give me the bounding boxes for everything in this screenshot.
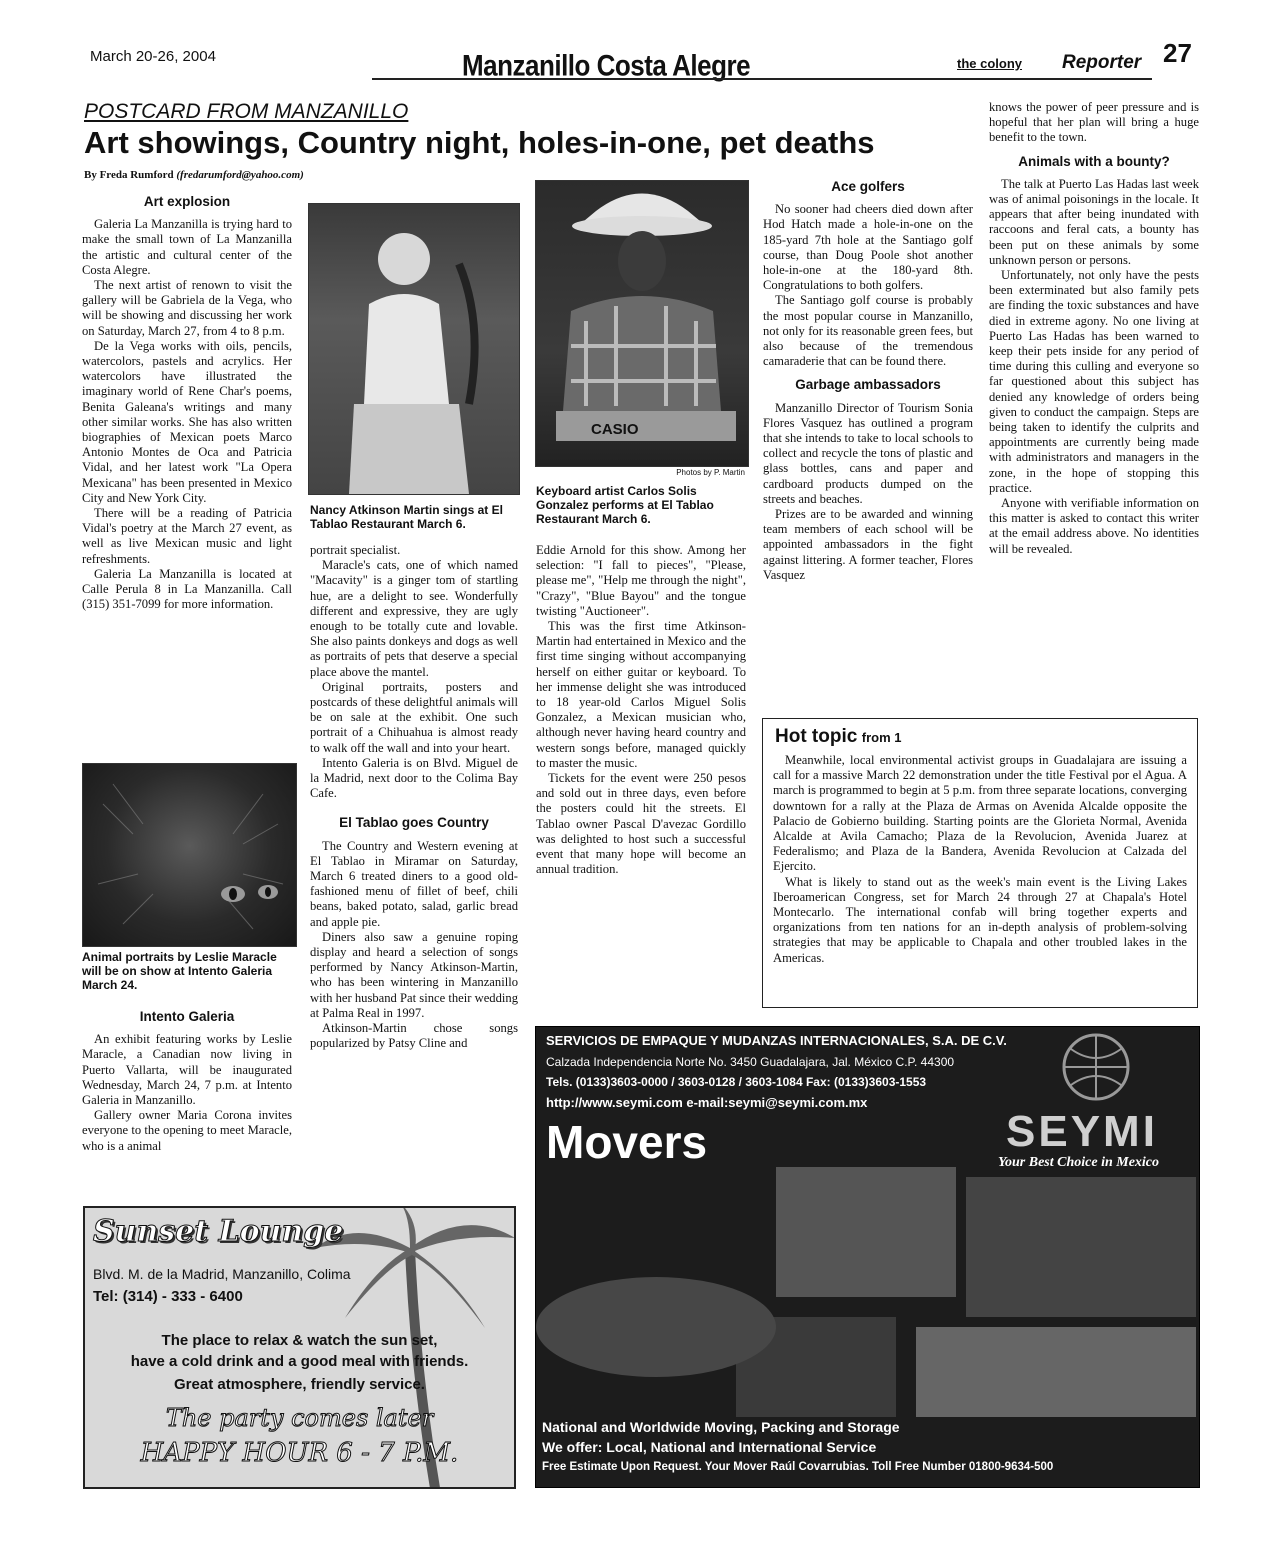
paragraph: What is likely to stand out as the week's main event is the Living Lakes Iberoamerican Congress, set for March 24 through 27 at Chapala's Hotel Montecarlo. The international confab will bring together experts and organizations from ten nations for an in-depth analysis of problem-solving strategies that may be applicable to Chapala and other troubled lakes in the Americas. [773, 874, 1187, 965]
column-2 [310, 543, 518, 1052]
paragraph: Diners also saw a genuine roping display and heard a selection of songs performed by Nancy Atkinson-Martin, who has been wintering in Manzanillo with her husband Pat since their wedding at Palma Real in 1997. [310, 929, 518, 1020]
column-1-top [82, 190, 292, 612]
seymi-movers-ad [535, 1026, 1200, 1488]
paragraph: knows the power of peer pressure and is hopeful that her plan will bring a huge benefit to the town. [989, 100, 1199, 145]
issue-date: March 20-26, 2004 [90, 48, 216, 65]
photo-caption-singer: Nancy Atkinson Martin sings at El Tablao Restaurant March 6. [310, 503, 503, 531]
photo-caption-keyboardist: Keyboard artist Carlos Solis Gonzalez performs at El Tablao Restaurant March 6. [536, 484, 714, 526]
paragraph: The next artist of renown to visit the gallery will be Gabriela de la Vega, who will be showing and discussing her work on Saturday, March 27, from 4 to 8 p.m. [82, 278, 292, 338]
seymi-footer-2: We offer: Local, National and International Service [542, 1439, 877, 1455]
subhead-garbage-ambassadors: Garbage ambassadors [795, 377, 941, 393]
paper-small-name: the colony [957, 56, 1023, 71]
paragraph: Intento Galeria is on Blvd. Miguel de la Madrid, next door to the Colima Bay Cafe. [310, 755, 518, 801]
sunset-lounge-ad [83, 1206, 516, 1489]
keyboardist-illustration [536, 181, 748, 466]
subhead-art-explosion: Art explosion [143, 194, 231, 209]
byline [84, 169, 304, 181]
column-1-bottom [82, 1005, 292, 1154]
paragraph: This was the first time Atkinson- Martin had entertained in Mexico and the first time singing without accompanying herself on either guitar or keyboard. To her immense delight she was introduced to 18 year-old Carlos Miguel Solis Gonzalez, a Mexican musician who, although never having heard country and western songs before, managed quickly to master the music. [536, 619, 746, 770]
paragraph: Gallery owner Maria Corona invites everyone to the opening to meet Maracle, who is a animal [82, 1108, 292, 1153]
sunset-lounge-address: Blvd. M. de la Madrid, Manzanillo, Colima [93, 1266, 351, 1282]
section-title: Manzanillo Costa Alegre [462, 47, 751, 83]
paragraph: Anyone with verifiable information on this matter is asked to contact this writer at the email address above. No identities will be revealed. [989, 496, 1199, 556]
paragraph: Meanwhile, local environmental activist groups in Guadalajara are issuing a call for a massive March 22 demonstration under the title Festival por el Agua. A march is programmed to begin at 5 p.m. from three separate locations, converging downtown for a rally at the Plaza de Armas on Avenida Alcalde opposite the Palacio de Gobierno building. Starting points are the Glorieta Normal, Avenida Alcalde at Avila Camacho; Plaza de la Revolucion, Avenida Juarez at Federalismo; and Plaza de la Bandera, Avenida Revolucion at Calzada del Ejercito. [773, 753, 1187, 874]
seymi-brand: SEYMI [1006, 1107, 1158, 1156]
singer-photo [308, 203, 520, 495]
paragraph: Galeria La Manzanilla is trying hard to make the small town of La Manzanilla the artistic and cultural center of the Costa Alegre. [82, 217, 292, 277]
seymi-slogan: Your Best Choice in Mexico [998, 1155, 1160, 1170]
paragraph: Eddie Arnold for this show. Among her selection: "I fall to pieces", "Please, please me", "Help me through the night", "Crazy", "Blue Bayou" and the tongue twisting "Auctioneer". [536, 543, 746, 618]
byline-email: (fredarumford@yahoo.com) [176, 169, 304, 181]
subhead-intento-galeria: Intento Galeria [139, 1009, 235, 1024]
seymi-company-name: SERVICIOS DE EMPAQUE Y MUDANZAS INTERNACIONALES, S.A. DE C.V. [546, 1033, 1007, 1048]
paragraph: An exhibit featuring works by Leslie Maracle, a Canadian now living in Puerto Vallarta, will be inaugurated Wednesday, March 24, 7 p.m. at Intento Galeria in Manzanillo. [82, 1032, 292, 1108]
sunset-lounge-tagline-1: The place to relax & watch the sun set, [161, 1332, 438, 1349]
seymi-web-email: http://www.seymi.com e-mail:seymi@seymi.com.mx [546, 1095, 868, 1110]
keyboard-brand-label: CASIO [591, 421, 639, 438]
paragraph: Unfortunately, not only have the pests been exterminated but also family pets are finding the toxic substances and have died in extreme agony. No one living at Puerto Las Hadas has been warned to keep their pets inside for any period of time during this culling and everyone so far questioned about this subject has denied any knowledge of orders being given to conduct the campaign. Steps are being taken to identify the culprits and appointments are currently being made with administrators and managers in the zone, in the hope of stopping this practice. [989, 268, 1199, 495]
paragraph: Atkinson-Martin chose songs popularized by Patsy Cline and [310, 1021, 518, 1051]
paragraph: Manzanillo Director of Tourism Sonia Flores Vasquez has outlined a program that she intends to take to local schools to collect and recycle the tons of plastic and glass bottles, cans and paper and cardboard products dumped on the streets and beaches. [763, 400, 973, 506]
subhead-el-tablao: El Tablao goes Country [339, 815, 489, 831]
singer-illustration [309, 204, 519, 494]
sunset-lounge-happy-hour: HAPPY HOUR 6 - 7 P.M. [140, 1438, 459, 1468]
page-number: 27 [1163, 38, 1192, 68]
hot-topic-heading [775, 726, 902, 748]
paper-name: Reporter [1062, 52, 1142, 73]
paragraph: Galeria La Manzanilla is located at Calle Perula 8 in La Manzanilla. Call (315) 351-7099 for more information. [82, 566, 292, 612]
keyboardist-photo [535, 180, 749, 467]
sunset-lounge-tagline-2: have a cold drink and a good meal with friends. [130, 1353, 469, 1370]
cat-portrait-photo [82, 763, 297, 947]
hot-topic-title: Hot topic [775, 726, 858, 747]
paragraph: The Santiago golf course is probably the most popular course in Manzanillo, not only for its reasonable green fees, but also because of the tremendous camaraderie that can be found there. [763, 293, 973, 369]
hot-topic-body [773, 753, 1187, 966]
subhead-animals-bounty: Animals with a bounty? [1018, 153, 1170, 169]
hot-topic-box [762, 718, 1198, 1008]
byline-name: By Freda Rumford [84, 169, 174, 181]
sunset-lounge-phone: Tel: (314) - 333 - 6400 [93, 1288, 243, 1305]
paragraph: De la Vega works with oils, pencils, watercolors, pastels and acrylics. Her watercolors have illustrated the imaginary world of Rene Char's poems, Benita Galeana's writings and many other similar works. She has also written biographies of Mexican poets Marco Antonio Montes de Oca and Patricia Vidal, and her latest work "La Opera Mexicana" has been presented in Mexico City and New York City. [82, 338, 292, 505]
paragraph: The talk at Puerto Las Hadas last week was of animal poisonings in the locale. It appears that after being inundated with raccoons and feral cats, a bounty has been put on these animals by some unknown person or persons. [989, 176, 1199, 267]
column-4 [763, 175, 973, 583]
seymi-address: Calzada Independencia Norte No. 3450 Guadalajara, Jal. México C.P. 44300 [546, 1055, 955, 1069]
cat-portrait-illustration [83, 764, 296, 946]
paragraph: Prizes are to be awarded and winning team members of each school will be appointed ambassadors in the fight against littering. A former teacher, Flores Vasquez [763, 507, 973, 582]
paragraph: portrait specialist. [310, 543, 401, 557]
headline: Art showings, Country night, holes-in-one, pet deaths [84, 125, 875, 160]
seymi-phones: Tels. (0133)3603-0000 / 3603-0128 / 3603-1084 Fax: (0133)3603-1553 [546, 1075, 927, 1089]
seymi-footer-3: Free Estimate Upon Request. Your Mover Raúl Covarrubias. Toll Free Number 01800-9634-500 [542, 1461, 1054, 1473]
kicker: POSTCARD FROM MANZANILLO [84, 100, 409, 123]
column-5 [989, 100, 1199, 557]
paragraph: There will be a reading of Patricia Vidal's poetry at the March 27 event, as well as live Mexican music and light refreshments. [82, 506, 292, 566]
subhead-ace-golfers: Ace golfers [831, 179, 905, 194]
sunset-lounge-party: The party comes later [165, 1404, 434, 1432]
header-rule [372, 78, 1152, 80]
photo-credit: Photos by P. Martin [676, 468, 745, 477]
seymi-footer-1: National and Worldwide Moving, Packing and Storage [542, 1419, 900, 1435]
column-3 [536, 543, 746, 877]
seymi-movers-title: Movers [546, 1116, 708, 1168]
paragraph: Tickets for the event were 250 pesos and sold out in three days, even before the posters could hit the streets. El Tablao owner Pascal D'avezac Gordillo was delighted to host such a successful event that many hope will become an annual tradition. [536, 771, 746, 877]
hot-topic-from: from 1 [861, 730, 902, 745]
paragraph: The Country and Western evening at El Tablao in Miramar on Saturday, March 6 treated diners to a good old-fashioned menu of fillet of beef, chili beans, baked potato, salad, garlic bread and apple pie. [310, 838, 518, 929]
photo-caption-cat: Animal portraits by Leslie Maracle will be on show at Intento Galeria March 24. [82, 950, 277, 992]
paragraph: Maracle's cats, one of which named "Macavity" is a ginger tom of startling hue, are a delight to see. Wonderfully different and expressive, they are ugly enough to be totally cute and lovable. She also paints donkeys and dogs as well as portraits of pets that deserve a special place above the mantel. [310, 558, 518, 679]
paragraph: Original portraits, posters and postcards of these delightful animals will be on sale at the exhibit. One such portrait of a Chihuahua is almost ready to walk off the wall and into your heart. [310, 679, 518, 755]
sunset-lounge-tagline-3: Great atmosphere, friendly service. [174, 1376, 425, 1393]
sunset-lounge-name: Sunset Lounge [93, 1214, 344, 1249]
paragraph: No sooner had cheers died down after Hod Hatch made a hole-in-one on the 185-yard 7th hole at the Santiago golf course, than Doug Poole shot another hole-in-one at the 180-yard 8th. Congratulations to both golfers. [763, 202, 973, 293]
